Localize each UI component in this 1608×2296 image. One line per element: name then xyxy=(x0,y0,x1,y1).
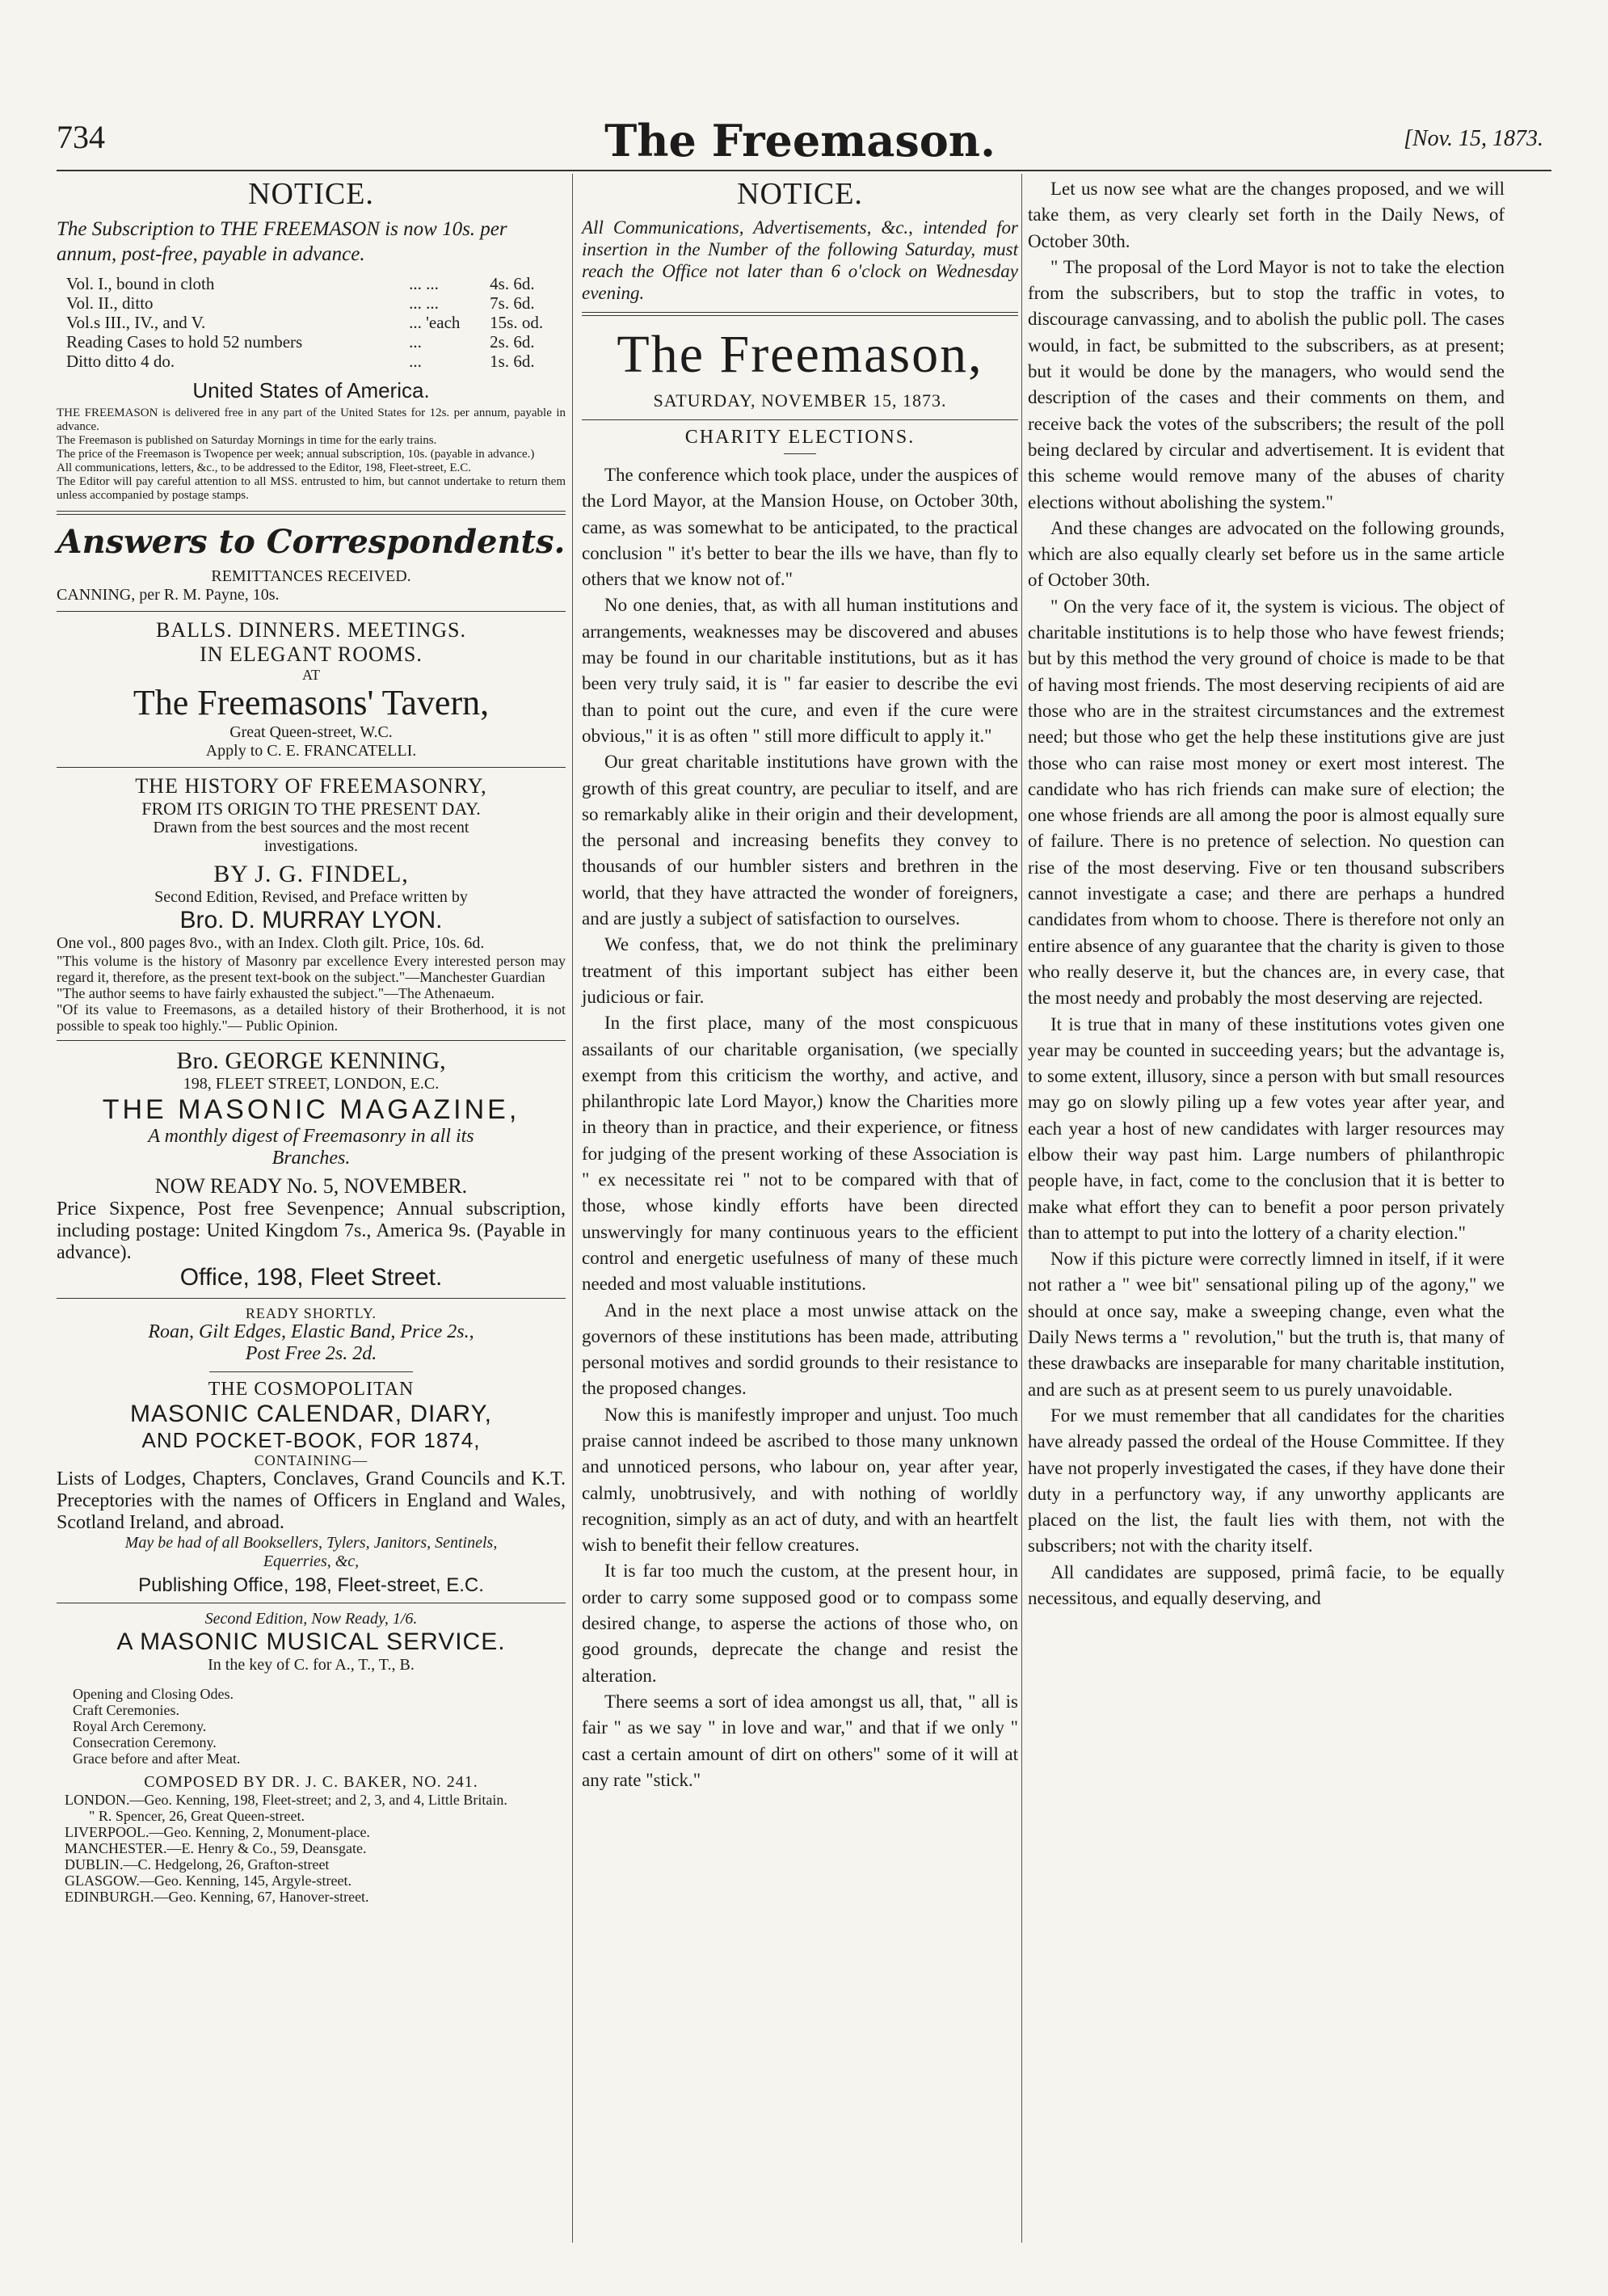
column-divider xyxy=(572,174,573,2243)
history-title: THE HISTORY OF FREEMASONRY, xyxy=(135,774,487,798)
answers-heading: Answers to Correspondents. xyxy=(57,523,566,561)
paper-date: SATURDAY, NOVEMBER 15, 1873. xyxy=(653,390,947,411)
cosmo-line: AND POCKET-BOOK, FOR 1874, xyxy=(141,1428,481,1452)
divider xyxy=(209,1371,413,1372)
history-drawn: investigations. xyxy=(263,837,359,855)
article-paragraph: " On the very face of it, the system is vicious. The object of charitable institutions is to help those who have fewest friends; but by this method the very ground of choice is made to be that of having most friends. The most deserving recipients of aid are those who are in the straitest circumstances and the extremest need; but those who get the help these institutions give are just those who can raise most money or exert most interest. The candidate who has rich friends can make sure of election; the one whose friends are all among the poor is almost equally sure of failure. There is no pretence of selection. No question can rise of the most deserving. Five or ten thousand subscribers cannot investigate a case; and there are perhaps a hundred candidates from whom to choose. There is therefore not only an entire absence of any guarantee that the charity is given to those who really deserve it, but the chances are, in every case, that the most needy and probably the most deserving are rejected. xyxy=(1028,596,1505,1009)
price-item: Reading Cases to hold 52 numbers xyxy=(66,332,303,352)
price-table xyxy=(65,273,574,372)
column-2 xyxy=(582,176,1018,1793)
us-para: The Freemason is published on Saturday Mornings in time for the early trains. xyxy=(57,434,437,447)
magazine-office: Office, 198, Fleet Street. xyxy=(179,1264,443,1291)
musical-title: A MASONIC MUSICAL SERVICE. xyxy=(116,1628,506,1655)
price-value: 4s. 6d. xyxy=(490,274,535,293)
agent-line: GLASGOW.—Geo. Kenning, 145, Argyle-street. xyxy=(65,1873,351,1889)
price-row xyxy=(66,275,572,293)
us-para: The Editor will pay careful attention to all MSS. entrusted to him, but cannot undertake to return them unless accompanied by postage stamps. xyxy=(57,475,566,502)
article-paragraph: We confess, that, we do not think the preliminary treatment of this important subject has either been judicious or fair. xyxy=(582,934,1018,1007)
us-para: THE FREEMASON is delivered free in any part of the United States for 12s. per annum, payable in advance. xyxy=(57,407,566,433)
notice-heading: NOTICE. xyxy=(248,177,374,211)
article-paragraph: The conference which took place, under the auspices of the Lord Mayor, at the Mansion House, on October 30th, came, as was somewhat to be anticipated, to the practical conclusion " it's better to bear the ills we have, than fly to others that we know not of." xyxy=(582,465,1018,590)
agent-line: EDINBURGH.—Geo. Kenning, 67, Hanover-street. xyxy=(65,1889,369,1905)
magazine-price: Price Sixpence, Post free Sevenpence; Annual subscription, including postage: United Kingdom 7s., America 9s. (Payable in advance). xyxy=(57,1199,566,1263)
musical-item: Consecration Ceremony. xyxy=(73,1734,217,1750)
price-dots: ... ... xyxy=(409,274,439,293)
kenning-name: Bro. GEORGE KENNING, xyxy=(176,1047,446,1074)
agent-line: " R. Spencer, 26, Great Queen-street. xyxy=(89,1808,305,1824)
column-3 xyxy=(1028,176,1505,1611)
page-number: 734 xyxy=(57,119,105,155)
history-subtitle: FROM ITS ORIGIN TO THE PRESENT DAY. xyxy=(141,798,481,819)
musical-composer: COMPOSED BY DR. J. C. BAKER, NO. 241. xyxy=(144,1773,478,1791)
masthead-title: The Freemason. xyxy=(604,115,996,166)
musical-item: Royal Arch Ceremony. xyxy=(73,1718,207,1734)
tavern-at: AT xyxy=(302,667,320,683)
price-item: Vol. II., ditto xyxy=(66,293,154,313)
price-value: 7s. 6d. xyxy=(490,293,535,313)
article-paragraph: No one denies, that, as with all human institutions and arrangements, weaknesses may be discovered and abuses may be found in our charitable institutions, but as it has been very truly said, it is " far easier to describe the evi than to point out the cure, and even if the cure were obvious," it is as often " still more difficult to apply it." xyxy=(582,595,1018,746)
article-paragraph: For we must remember that all candidates for the charities have already passed the ordeal of the House Committee. If they have not properly investigated the cases, if they have done their duty in a perfunctory way, if any unworthy applicants are placed on the list, the fault lies with them, not with the subscribers; not with the charity itself. xyxy=(1028,1405,1505,1557)
tavern-apply: Apply to C. E. FRANCATELLI. xyxy=(205,742,417,760)
history-author: BY J. G. FINDEL, xyxy=(213,861,409,887)
masthead-rule xyxy=(57,170,1551,171)
article-paragraph: All candidates are supposed, primâ facie, to be equally necessitous, and equally deserving, and xyxy=(1028,1561,1505,1609)
magazine-title: THE MASONIC MAGAZINE, xyxy=(102,1094,520,1125)
article-paragraph: Our great charitable institutions have grown with the growth of this great country, are peculiar to itself, and are so remarkably alike in their origin and their development, the personal and increasing benefits they convey to thousands of our humbler sisters and brethren in the world, that they have attracted the wonder of foreigners, and are justly a subject of satisfaction to ourselves. xyxy=(582,752,1018,929)
communications-notice: All Communications, Advertisements, &c., intended for insertion in the Number of the following Saturday, must reach the Office not later than 6 o'clock on Wednesday evening. xyxy=(582,217,1018,303)
divider xyxy=(57,611,566,612)
price-row xyxy=(66,352,572,370)
article-paragraph: And in the next place a most unwise attack on the governors of these institutions has been made, attributing personal motives and sordid grounds to their resistance to the proposed changes. xyxy=(582,1300,1018,1399)
divider xyxy=(57,1040,566,1041)
history-editor: Bro. D. MURRAY LYON. xyxy=(179,907,443,933)
notice-heading: NOTICE. xyxy=(737,177,863,211)
agent-line: MANCHESTER.—E. Henry & Co., 59, Deansgate. xyxy=(65,1840,367,1856)
column-1 xyxy=(57,176,566,1905)
history-edition: Second Edition, Revised, and Preface written by xyxy=(154,888,468,906)
masthead-date: [Nov. 15, 1873. xyxy=(1404,126,1543,151)
cosmo-body: Lists of Lodges, Chapters, Conclaves, Grand Councils and K.T. Preceptories with the names of Officers in England and Wales, Scotland Ireland, and abroad. xyxy=(57,1468,566,1533)
history-volume: One vol., 800 pages 8vo., with an Index. Cloth gilt. Price, 10s. 6d. xyxy=(57,934,485,952)
cosmo-stockists: May be had of all Booksellers, Tylers, Janitors, Sentinels, xyxy=(124,1534,498,1552)
article-paragraph: Let us now see what are the changes proposed, and we will take them, as very clearly set forth in the Daily News, of October 30th. xyxy=(1028,179,1505,251)
article-paragraph: It is true that in many of these institutions votes given one year may be counted in succeeding years; but the advantage is, to some extent, illusory, since a person with but small resources may go on slowly piling up a few votes year after year, and each year a host of new candidates with larger resources may elbow their way past him. Large numbers of philanthropic people have, in fact, come to the conclusion that it is better to make what effort they can to benefit a poor person privately than to attempt to put into the lottery of a charity election." xyxy=(1028,1013,1505,1243)
price-item: Vol.s III., IV., and V. xyxy=(66,313,206,332)
musical-item: Craft Ceremonies. xyxy=(73,1702,179,1718)
shortly-heading: READY SHORTLY. xyxy=(245,1305,377,1321)
agent-line: DUBLIN.—C. Hedgelong, 26, Grafton-street xyxy=(65,1856,330,1873)
tavern-line: BALLS. DINNERS. MEETINGS. xyxy=(156,618,466,642)
magazine-subtitle: A monthly digest of Freemasonry in all its xyxy=(148,1126,474,1147)
price-dots: ... ... xyxy=(409,293,439,313)
divider xyxy=(582,419,1018,420)
magazine-ready: NOW READY No. 5, NOVEMBER. xyxy=(154,1174,468,1198)
musical-item: Opening and Closing Odes. xyxy=(73,1686,234,1702)
price-row xyxy=(66,314,572,331)
price-row xyxy=(66,333,572,351)
divider xyxy=(57,511,566,515)
cosmo-line: MASONIC CALENDAR, DIARY, xyxy=(130,1401,492,1427)
musical-edition: Second Edition, Now Ready, 1/6. xyxy=(204,1610,418,1628)
history-drawn: Drawn from the best sources and the most recent xyxy=(153,819,469,836)
shortly-line: Post Free 2s. 2d. xyxy=(245,1343,377,1364)
subscription-notice: The Subscription to THE FREEMASON is now 10s. per annum, post-free, payable in advance. xyxy=(57,218,507,265)
article-paragraph: In the first place, many of the most conspicuous assailants of our charitable organisation, (we specially exempt from this criticism the worthy, and active, and philanthropic late Lord Mayor,) know the Charities more in theory than in practice, and their experience, or fitness for judging of the present working of these Association is " ex necessitate rei " not to be compared with that of those, whose kindly efforts have been directed unswervingly for many continuous years to the efficient control and energetic usefulness of many of these much needed and most valuable institutions. xyxy=(582,1013,1018,1295)
article-paragraph: It is far too much the custom, at the present hour, in order to carry some supposed good or to compass some desired change, to asperse the actions of those who, on good grounds, deprecate the change and resist the alteration. xyxy=(582,1561,1018,1686)
review-quote: "Of its value to Freemasons, as a detailed history of their Brotherhood, it is not possible to speak too highly."— Public Opinion. xyxy=(57,1001,566,1034)
divider xyxy=(784,453,816,454)
price-item: Ditto ditto 4 do. xyxy=(66,352,175,371)
tavern-address: Great Queen-street, W.C. xyxy=(229,723,393,741)
agent-line: LIVERPOOL.—Geo. Kenning, 2, Monument-place. xyxy=(65,1824,370,1840)
price-value: 1s. 6d. xyxy=(490,352,535,371)
remittance-line: CANNING, per R. M. Payne, 10s. xyxy=(57,586,280,604)
paper-title: The Freemason, xyxy=(617,325,983,384)
divider xyxy=(57,1298,566,1299)
kenning-address: 198, FLEET STREET, LONDON, E.C. xyxy=(183,1075,440,1093)
price-dots: ... 'each xyxy=(409,313,461,332)
cosmo-line: CONTAINING— xyxy=(254,1452,368,1468)
us-para: The price of the Freemason is Twopence per week; annual subscription, 10s. (payable in advance.) xyxy=(57,448,535,461)
review-quote: "This volume is the history of Masonry par excellence Every interested person may regard it, therefore, as the present text-book on the subject."—Manchester Guardian xyxy=(57,953,566,985)
review-quote: "The author seems to have fairly exhausted the subject."—The Athenaeum. xyxy=(57,985,495,1001)
article-paragraph: " The proposal of the Lord Mayor is not to take the election from the subscribers, but to stop the traffic in votes, to discourage canvassing, and to abolish the public poll. The cases would, in fact, be submitted to the subscribers, as at present; but it would be done by the managers, who would send the description of the cases and their comments on them, and receive back the votes of the subscribers; the result of the poll being declared by circular and advertisement. It is evident that this scheme would remove many of the abuses of charity elections without abolishing the system." xyxy=(1028,256,1505,512)
shortly-line: Roan, Gilt Edges, Elastic Band, Price 2s., xyxy=(148,1321,474,1342)
article-paragraph: There seems a sort of idea amongst us all, that, " all is fair " as we say " in love and war," and that if we only " cast a certain amount of dirt on others" some of it will at any rate "stick." xyxy=(582,1691,1018,1790)
section-heading: CHARITY ELECTIONS. xyxy=(684,427,916,448)
cosmo-office: Publishing Office, 198, Fleet-street, E.C. xyxy=(138,1574,484,1596)
price-dots: ... xyxy=(409,352,422,371)
us-para: All communications, letters, &c., to be addressed to the Editor, 198, Fleet-street, E.C. xyxy=(57,461,472,474)
article-paragraph: Now this is manifestly improper and unjust. Too much praise cannot indeed be ascribed to those many unknown and unnoticed persons, who labour on, year after year, calmly, unobtrusively, and with nothing of worldly recognition, simply as an act of duty, and with an heartfelt wish to benefit their fellow creatures. xyxy=(582,1404,1018,1556)
cosmo-line: THE COSMOPOLITAN xyxy=(208,1379,415,1400)
cosmo-stockists: Equerries, &c, xyxy=(263,1552,360,1570)
price-row xyxy=(66,294,572,312)
article-paragraph: And these changes are advocated on the following grounds, which are also equally clearly set before us in the same article of October 30th. xyxy=(1028,517,1505,591)
divider xyxy=(582,312,1018,316)
article-paragraph: Now if this picture were correctly limned in itself, if it were not rather a " wee bit" sensational piling up of the agony," we should at once say, make a sweeping change, even what the Daily News terms a " revolution," but the truth is, that many of these drawbacks are inseparable for many charitable institution, and are such as at present seem to us purely unavoidable. xyxy=(1028,1249,1505,1400)
us-heading: United States of America. xyxy=(192,378,430,402)
price-value: 2s. 6d. xyxy=(490,332,535,352)
price-value: 15s. od. xyxy=(490,313,544,332)
magazine-subtitle: Branches. xyxy=(272,1148,351,1169)
price-dots: ... xyxy=(409,332,422,352)
divider xyxy=(57,767,566,768)
agent-line: LONDON.—Geo. Kenning, 198, Fleet-street; and 2, 3, and 4, Little Britain. xyxy=(65,1792,507,1808)
tavern-name: The Freemasons' Tavern, xyxy=(133,683,490,723)
tavern-line: IN ELEGANT ROOMS. xyxy=(200,642,423,666)
musical-item: Grace before and after Meat. xyxy=(73,1750,241,1767)
remittances-heading: REMITTANCES RECEIVED. xyxy=(211,567,411,585)
column-divider xyxy=(1021,174,1022,2243)
price-item: Vol. I., bound in cloth xyxy=(66,274,215,293)
musical-key: In the key of C. for A., T., T., B. xyxy=(208,1656,415,1674)
